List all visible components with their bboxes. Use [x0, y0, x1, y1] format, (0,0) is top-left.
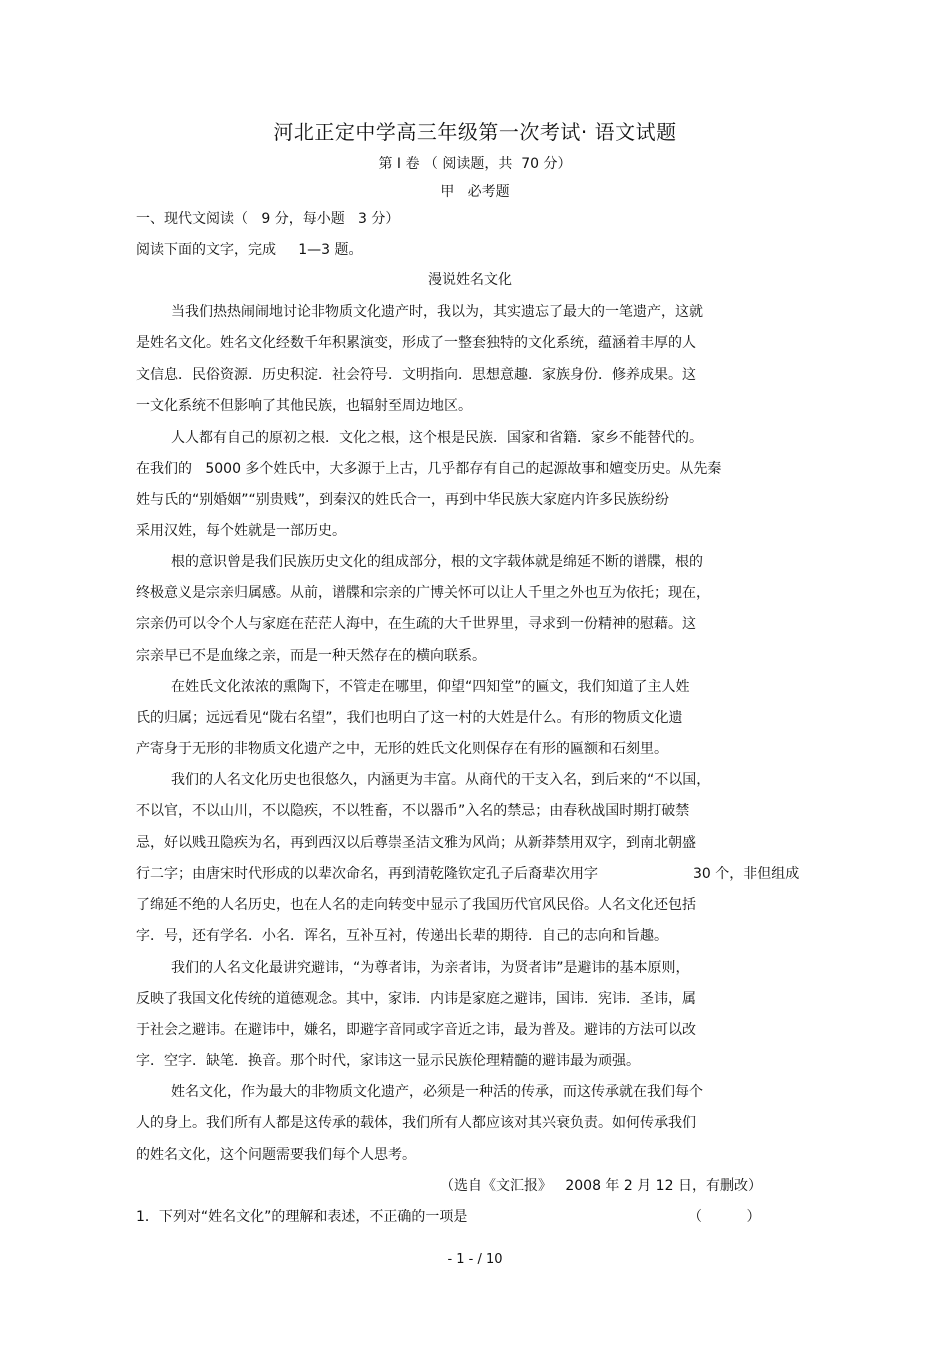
- article-line: 终极意义是宗亲归属感。从前，谱牒和宗亲的广博关怀可以让人千里之外也互为依托；现在，: [136, 585, 710, 601]
- answer-blank: （ ）: [688, 1209, 761, 1225]
- article-line: 了绵延不绝的人名历史，也在人名的走向转变中显示了我国历代官风民俗。人名文化还包括: [136, 897, 696, 913]
- article-line: 的姓名文化，这个问题需要我们每个人思考。: [136, 1147, 416, 1163]
- article-line: 行二字；由唐宋时代形成的以辈次命名，再到清乾隆钦定孔子后裔辈次用字: [136, 866, 598, 882]
- question-text: 1．下列对“姓名文化”的理解和表述，不正确的一项是: [136, 1209, 468, 1225]
- article-line: 于社会之避讳。在避讳中，嫌名，即避字音同或字音近之讳，最为普及。避讳的方法可以改: [136, 1022, 696, 1038]
- article-title: 漫说姓名文化: [428, 272, 512, 288]
- article-line: 不以官，不以山川，不以隐疾，不以牲畜，不以器币”入名的禁忌；由春秋战国时期打破禁: [136, 803, 690, 819]
- part-heading: 一、现代文阅读（ 9 分，每小题 3 分）: [136, 211, 400, 227]
- article-source: （选自《文汇报》 2008 年 2 月 12 日，有删改）: [440, 1178, 762, 1194]
- article-line: 字．号，还有学名．小名．诨名，互补互衬，传递出长辈的期待．自己的志向和旨趣。: [136, 928, 668, 944]
- article-line: 在姓氏文化浓浓的熏陶下，不管走在哪里，仰望“四知堂”的匾文，我们知道了主人姓: [171, 679, 690, 695]
- article-line: 宗亲早已不是血缘之亲，而是一种天然存在的横向联系。: [136, 648, 486, 664]
- section-heading: 甲 必考题: [440, 184, 510, 200]
- page-number: - 1 - / 10: [447, 1252, 503, 1267]
- article-line: 人人都有自己的原初之根．文化之根，这个根是民族．国家和省籍．家乡不能替代的。: [171, 430, 703, 446]
- article-line: 采用汉姓，每个姓就是一部历史。: [136, 523, 346, 539]
- article-line: 我们的人名文化最讲究避讳，“为尊者讳，为亲者讳，为贤者讳”是避讳的基本原则，: [171, 960, 690, 976]
- article-line: 30 个，非但组成: [693, 866, 800, 882]
- article-line: 当我们热热闹闹地讨论非物质文化遗产时，我以为，其实遗忘了最大的一笔遗产，这就: [171, 304, 703, 320]
- article-line: 人的身上。我们所有人都是这传承的载体，我们所有人都应该对其兴衰负责。如何传承我们: [136, 1115, 696, 1131]
- article-line: 宗亲仍可以令个人与家庭在茫茫人海中，在生疏的大千世界里，寻求到一份精神的慰藉。这: [136, 616, 696, 632]
- article-line: 忌，好以贱丑隐疾为名，再到西汉以后尊崇圣洁文雅为风尚；从新莽禁用双字，到南北朝盛: [136, 835, 696, 851]
- article-line: 文信息．民俗资源．历史积淀．社会符号．文明指向．思想意趣．家族身份．修养成果。这: [136, 367, 696, 383]
- article-line: 氏的归属；远远看见“陇右名望”，我们也明白了这一村的大姓是什么。有形的物质文化遗: [136, 710, 683, 726]
- article-line: 我们的人名文化历史也很悠久，内涵更为丰富。从商代的干支入名，到后来的“不以国，: [171, 772, 711, 788]
- volume-heading: 第 I 卷 （ 阅读题，共 70 分）: [378, 156, 572, 172]
- instruction-text: 阅读下面的文字，完成 1—3 题。: [136, 242, 363, 258]
- article-line: 产寄身于无形的非物质文化遗产之中，无形的姓氏文化则保存在有形的匾额和石刻里。: [136, 741, 668, 757]
- exam-title: 河北正定中学高三年级第一次考试· 语文试题: [273, 120, 677, 144]
- article-line: 姓名文化，作为最大的非物质文化遗产，必须是一种活的传承，而这传承就在我们每个: [171, 1084, 703, 1100]
- article-line: 是姓名文化。姓名文化经数千年积累演变，形成了一整套独特的文化系统，蕴涵着丰厚的人: [136, 335, 696, 351]
- article-line: 根的意识曾是我们民族历史文化的组成部分，根的文字载体就是绵延不断的谱牒，根的: [171, 554, 703, 570]
- article-line: 在我们的 5000 多个姓氏中，大多源于上古，几乎都存有自己的起源故事和嬗变历史。从先秦: [136, 461, 722, 477]
- article-line: 姓与氏的“别婚姻”“别贵贱”，到秦汉的姓氏合一，再到中华民族大家庭内许多民族纷纷: [136, 492, 670, 508]
- article-line: 反映了我国文化传统的道德观念。其中，家讳．内讳是家庭之避讳，国讳．宪讳．圣讳，属: [136, 991, 696, 1007]
- article-line: 字．空字．缺笔．换音。那个时代，家讳这一显示民族伦理精髓的避讳最为顽强。: [136, 1053, 640, 1069]
- article-line: 一文化系统不但影响了其他民族，也辐射至周边地区。: [136, 398, 472, 414]
